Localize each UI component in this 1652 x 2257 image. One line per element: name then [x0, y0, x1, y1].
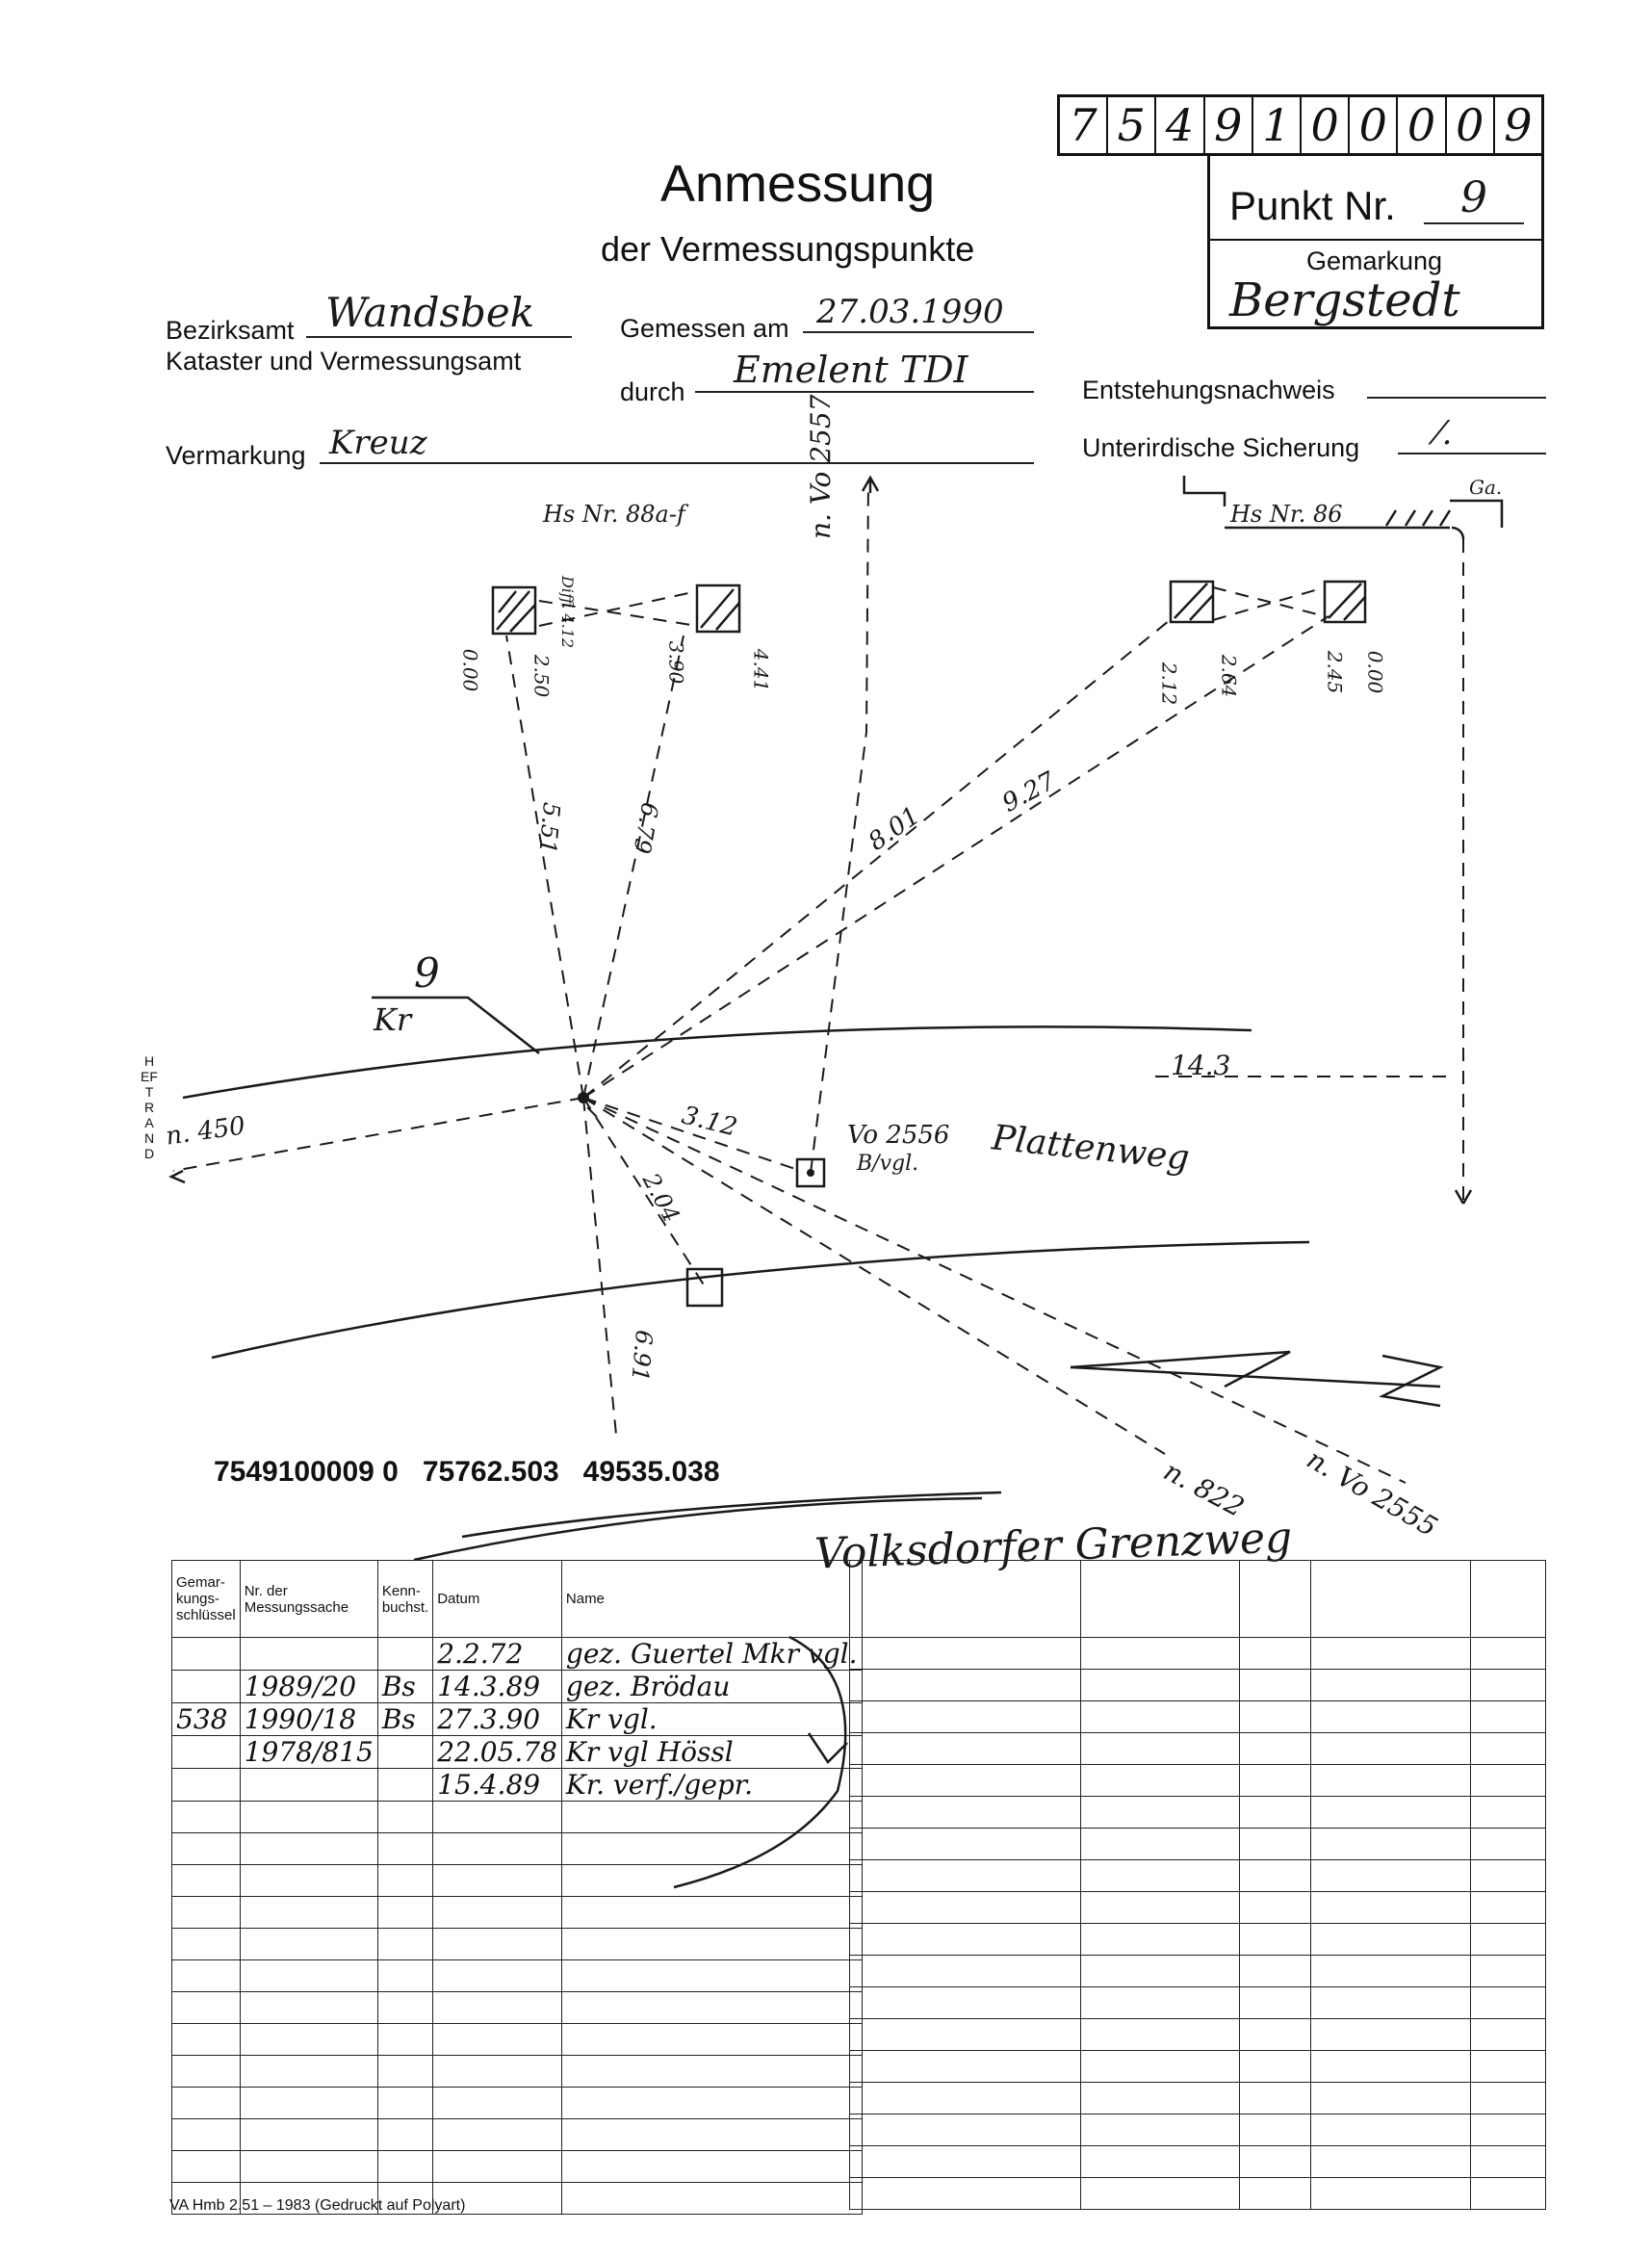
coordinates-line: 7549100009 0 75762.503 49535.038	[214, 1456, 720, 1488]
entstehung-label: Entstehungsnachweis	[1082, 376, 1335, 404]
bezirksamt-value: Wandsbek	[306, 289, 572, 338]
diff-note: Diff. 4.12	[558, 575, 578, 649]
vo2555-label: n. Vo 2555	[1301, 1442, 1443, 1544]
distance-label: 2.50	[529, 654, 554, 698]
number-digit: 4	[1156, 97, 1204, 153]
number-digit: 7	[1060, 97, 1108, 153]
distance-label: 2.12	[1157, 662, 1181, 706]
distance-label: 3.90	[664, 640, 688, 685]
number-digit: 9	[1504, 99, 1533, 151]
ga-label: Ga.	[1469, 476, 1503, 499]
heftrand-label: HEFTRAND	[141, 1053, 158, 1161]
header-gemarkung: Gemar-kungs-schlüssel	[172, 1561, 241, 1638]
road-edge-bottom	[212, 1242, 1309, 1358]
plattenweg-label: Plattenweg	[990, 1118, 1192, 1179]
number-digit: 9	[1205, 97, 1253, 153]
distance-label: 3.12	[679, 1101, 740, 1143]
n450-label: n. 450	[164, 1111, 247, 1152]
table-row: 1989/20 Bs 14.3.89 gez. Brödau	[172, 1671, 863, 1703]
distance-label: 6.79	[628, 800, 664, 856]
number-digit: 0	[1350, 97, 1398, 153]
distance-label: 0.00	[1363, 650, 1387, 694]
street-name: Volksdorfer Grenzweg	[813, 1513, 1293, 1579]
vo2556-label: Vo 2556	[847, 1121, 950, 1150]
distance-label: 2.64	[1217, 654, 1241, 698]
distance-label: 2.45	[1323, 650, 1347, 694]
header-kennbuchst: Kenn-buchst.	[377, 1561, 432, 1638]
sicherung-value: ⁄.	[1398, 414, 1546, 454]
table-row: 538 1990/18 Bs 27.3.90 Kr vgl.	[172, 1703, 863, 1736]
durch-value: Emelent TDI	[695, 349, 1034, 393]
header-messungssache: Nr. der Messungssache	[240, 1561, 377, 1638]
distance-label: 9.27	[997, 766, 1061, 818]
distance-label: 0.00	[458, 648, 482, 692]
table-row: 15.4.89 Kr. verf./gepr.	[172, 1769, 863, 1802]
table-row: 2.2.72 gez. Guertel Mkr vgl.	[172, 1638, 863, 1671]
form-footer: VA Hmb 2.51 – 1983 (Gedruckt auf Polyart)	[169, 2197, 466, 2214]
punkt-value: 9	[1424, 173, 1524, 224]
distance-label: 5.51	[533, 801, 565, 855]
gemessen-value: 27.03.1990	[803, 293, 1034, 333]
punkt-label: Punkt Nr.	[1229, 183, 1396, 228]
bvgl-label: B/vgl.	[857, 1152, 919, 1176]
number-digit: 1	[1253, 97, 1302, 153]
number-digit: 5	[1108, 97, 1156, 153]
vermarkung-value: Kreuz	[320, 424, 1034, 464]
distance-label: 14.3	[1171, 1050, 1231, 1081]
distance-label: 6.91	[626, 1329, 658, 1383]
number-digit: 0	[1447, 97, 1495, 153]
gemarkung-label: Gemarkung	[1306, 246, 1443, 275]
record-table-right	[849, 1560, 1546, 2210]
vermarkung-label: Vermarkung	[166, 441, 306, 470]
record-table-area	[171, 1560, 1546, 2186]
point-number-label: 9	[414, 949, 440, 997]
page-subtitle: der Vermessungspunkte	[601, 229, 975, 269]
kataster-label: Kataster und Vermessungsamt	[166, 347, 522, 376]
distance-label: 2.04	[636, 1168, 685, 1228]
gemessen-label: Gemessen am	[620, 314, 789, 343]
gemarkung-value: Bergstedt	[1229, 273, 1460, 327]
distance-label: 4.41	[749, 648, 773, 692]
page-title: Anmessung	[660, 155, 936, 213]
sicherung-label: Unterirdische Sicherung	[1082, 433, 1360, 462]
bezirksamt-label: Bezirksamt	[166, 316, 295, 345]
number-digit: 0	[1302, 97, 1350, 153]
number-digit: 0	[1398, 97, 1446, 153]
record-table-left	[171, 1560, 863, 2215]
boundary-stone	[687, 1269, 722, 1306]
vo-top-label: n. Vo 2557	[805, 394, 837, 539]
table-row: 1978/815 22.05.78 Kr vgl Hössl	[172, 1736, 863, 1769]
distance-label: 8.01	[863, 801, 926, 857]
durch-label: durch	[620, 377, 685, 406]
header-datum: Datum	[433, 1561, 562, 1638]
hs-left-label: Hs Nr. 88a-f	[543, 501, 685, 528]
road-edge-top	[183, 1026, 1252, 1098]
header-name: Name	[561, 1561, 862, 1638]
hs-right-label: Hs Nr. 86	[1230, 501, 1343, 528]
n822-label: n. 822	[1158, 1454, 1250, 1524]
point-mark-label: Kr	[374, 1001, 412, 1038]
